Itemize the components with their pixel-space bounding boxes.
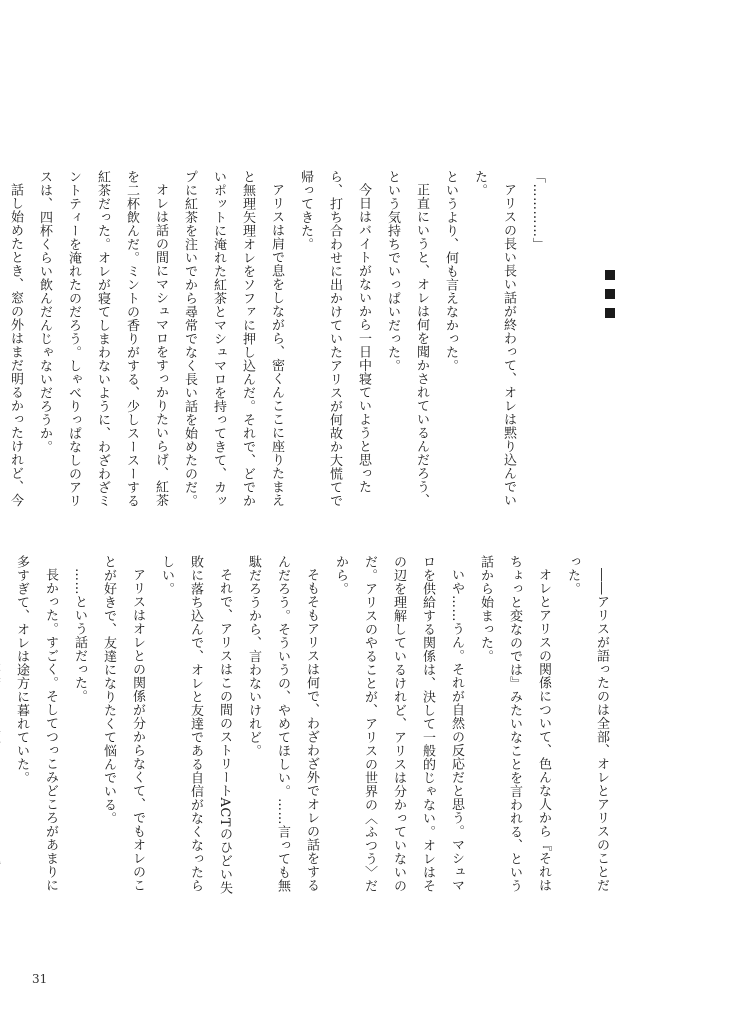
paragraph: それで、アリスはこの間のストリートACTのひどい失敗に落ち込んで、オレと友達である自信がなくなったらしい。	[159, 555, 232, 895]
paragraph: オレとアリスの関係について、色んな人から『それはちょっと変なのでは』みたいなことを言われる、という話から始まった。	[478, 555, 551, 893]
paragraph: ――アリスが語ったのは全部、オレとアリスのことだった。	[565, 555, 609, 892]
paragraph: 話し始めたとき、窓の外はまだ明るかったけれど、今	[8, 183, 23, 507]
section-break-square	[605, 289, 615, 299]
section-break-square	[605, 270, 615, 280]
paragraph: オレは話の間にマシュマロをすっかりたいらげ、紅茶を二杯飲んだ。ミントの香りがする、少しスースーする紅茶だった。オレが寝てしまわないように、わざわざミントティーを淹れたのだろう。しゃべりっぱなしのアリスは、四杯くらい飲んだんじゃないだろうか。	[37, 170, 168, 508]
upper-text-block	[8, 170, 552, 510]
paragraph: アリスはオレとの関係が分からなくて、でもオレのことが好きで、友達になりたくて悩んでいる。	[101, 555, 145, 892]
paragraph: 正直にいうと、オレは何を聞かされているんだろう、という気持ちでいっぱいだった。	[385, 170, 429, 507]
paragraph: アリスの長い長い話が終わって、オレは黙り込んでいた。	[472, 170, 516, 507]
paragraph: というより、何も言えなかった。	[443, 170, 458, 373]
lower-text-block	[14, 555, 616, 895]
paragraph: アリスは肩で息をしながら、密くんここに座りたまえと無理矢理オレをソファに押し込んだ。それで、どでかいポットに淹れた紅茶とマシュマロを持ってきて、カップに紅茶を注いでから尋常でなく長い話を始めたのだ。	[182, 170, 284, 508]
paragraph	[0, 555, 7, 895]
section-break	[603, 270, 617, 318]
section-break-square	[605, 308, 615, 318]
page-number: 31	[32, 972, 48, 986]
paragraph: 「…………」	[530, 170, 545, 251]
paragraph: 今日はバイトがないから一日中寝ていようと思ったら、打ち合わせに出かけていたアリスが何故か大慌てで帰ってきた。	[298, 170, 371, 508]
paragraph: 長かった。すごく。そしてつっこみどころがあまりに多すぎて、オレは途方に暮れていた。	[14, 555, 58, 892]
paragraph: いや……うん。それが自然の反応だと思う。マシュマロを供給する関係は、決して一般的じゃない。オレはその辺を理解しているけれど、アリスは分かっていないのだ。アリスのやることが、アリスの世界の〈ふつう〉だから。	[333, 555, 464, 893]
paragraph: そもそもアリスは何で、わざわざ外でオレの話をするんだろう。そういうの、やめてほしい。……言っても無駄だろうから、言わないけれど。	[246, 555, 319, 893]
paragraph: ……という話だった。	[72, 568, 87, 703]
